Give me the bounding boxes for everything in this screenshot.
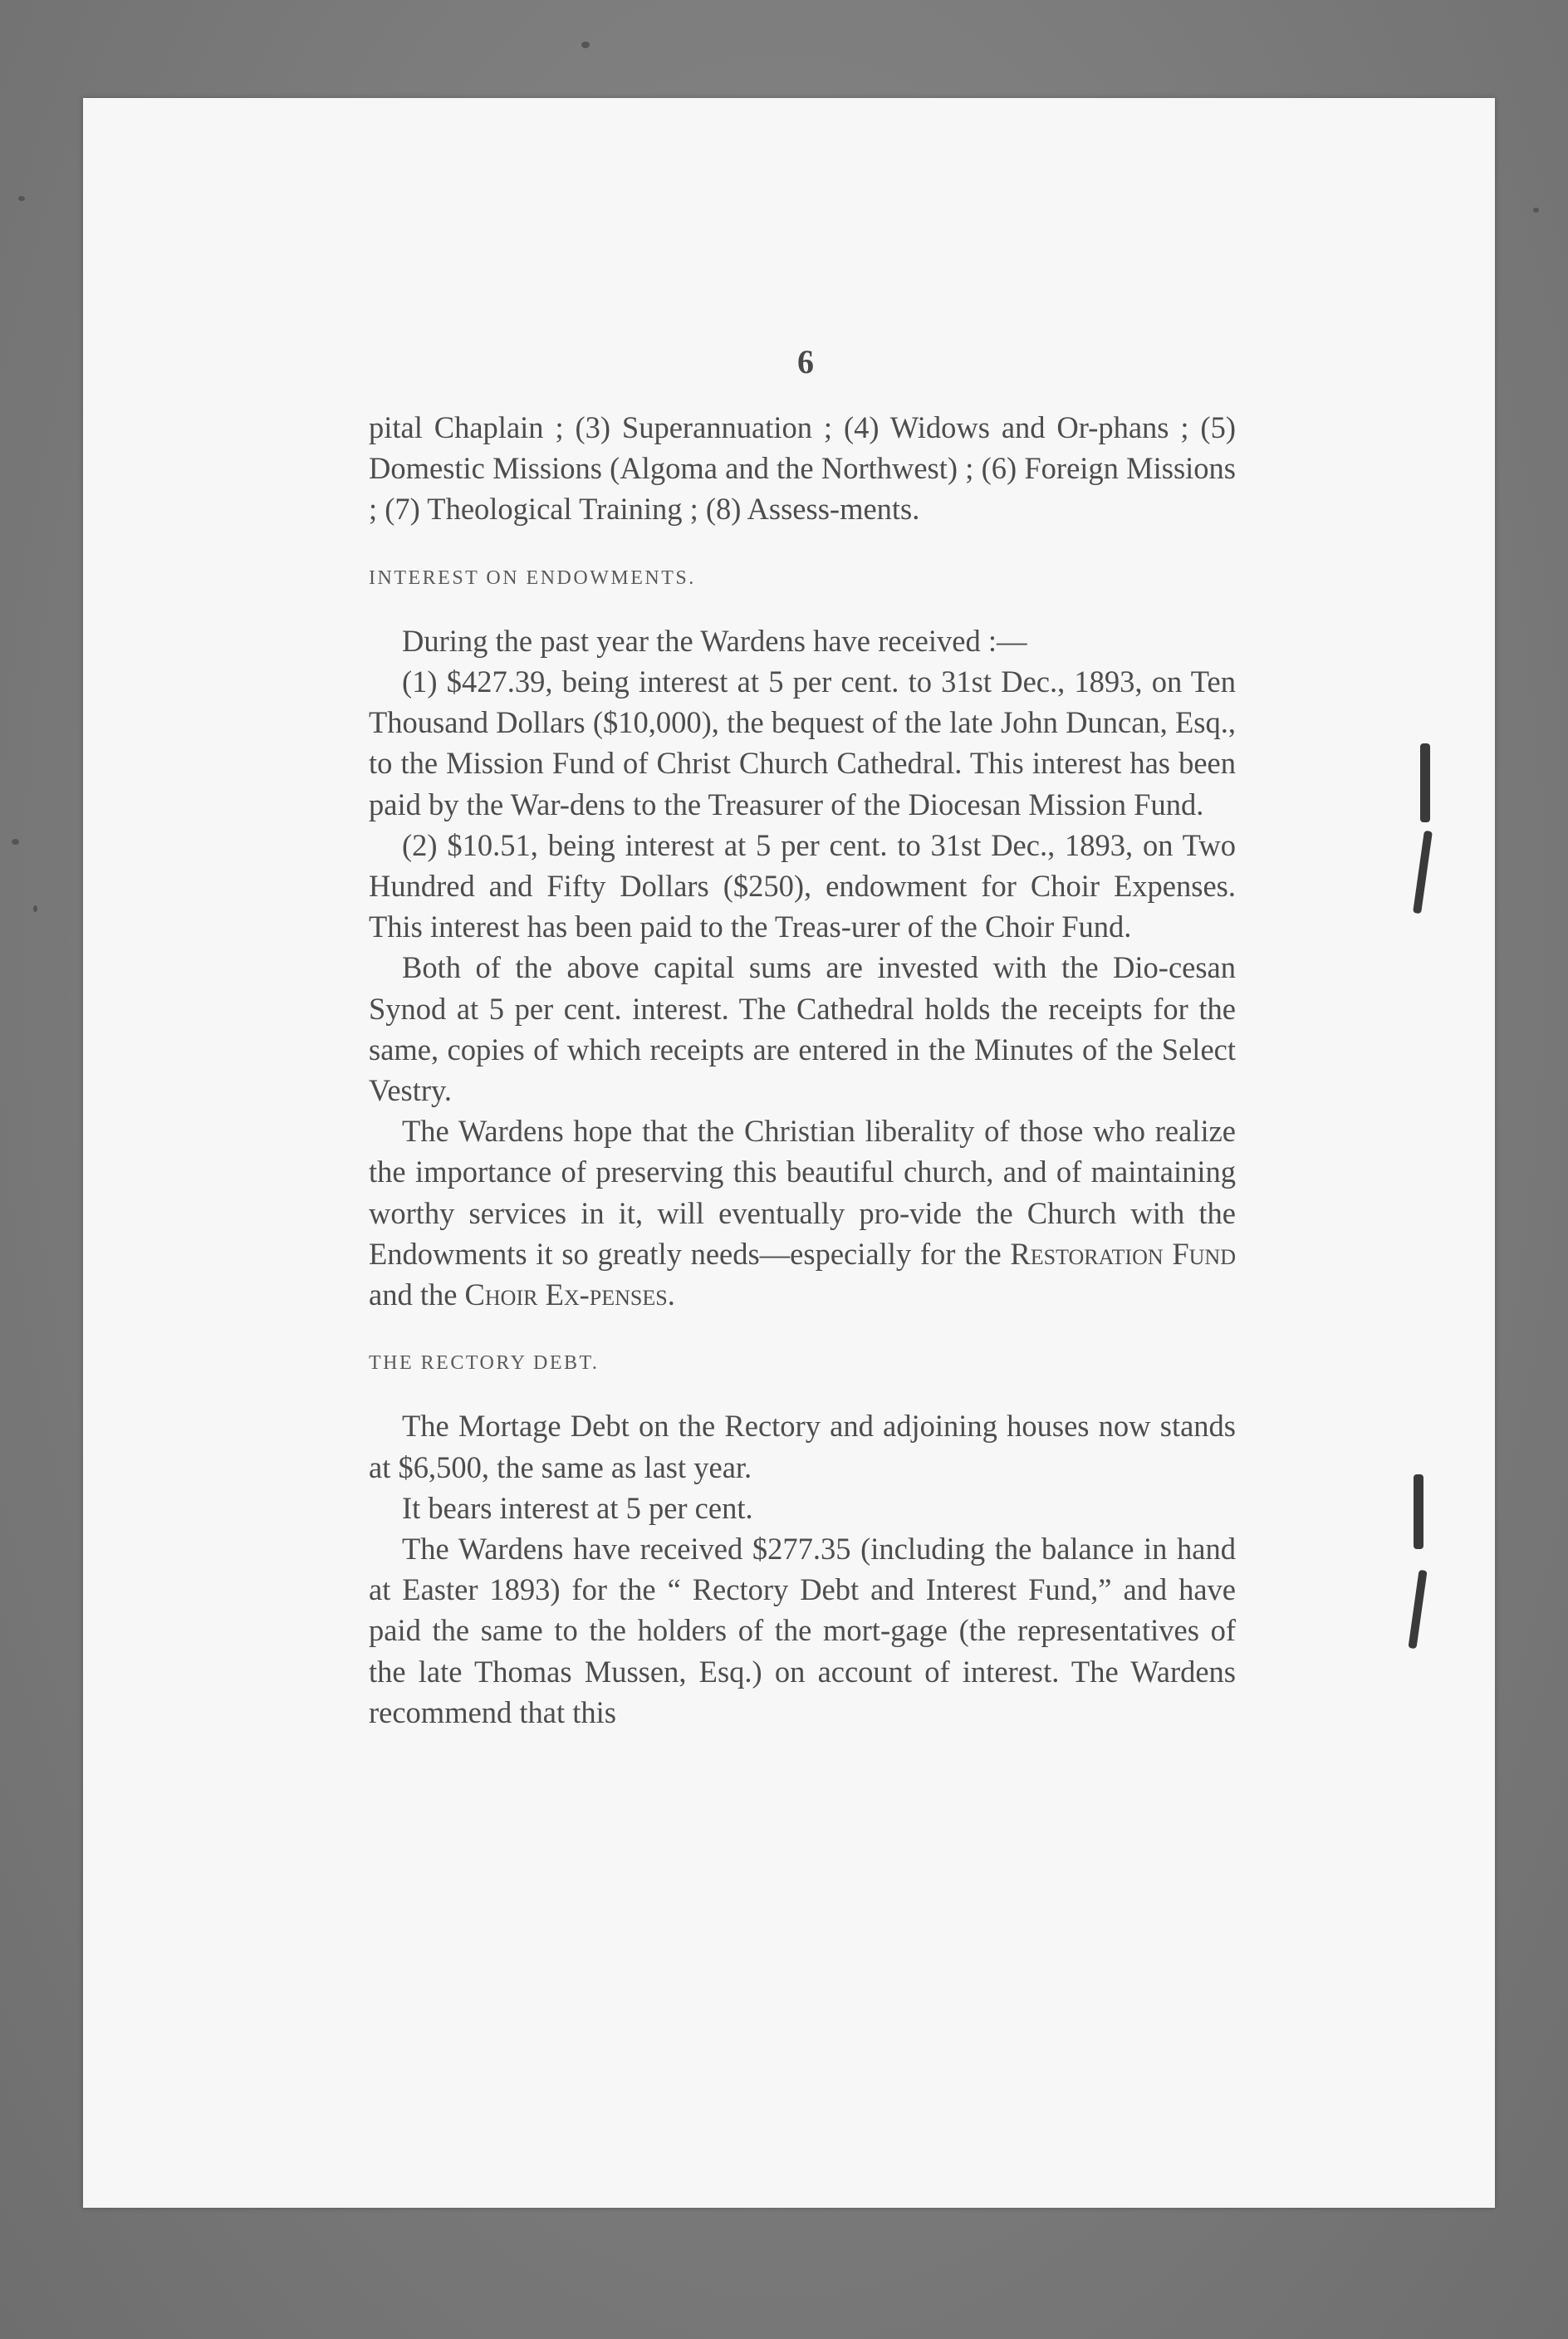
endowments-paragraph-4-text: The Wardens hope that the Christian liberality of those who realize the importance of preserving this beautiful church, and of maintaining worthy services in it, will eventually pro-vide the Church with the Endowments it so greatly needs—especially for the: [369, 1114, 1236, 1271]
rectory-paragraph-1: The Mortage Debt on the Rectory and adjoining houses now stands at $6,500, the same as last year.: [369, 1409, 1236, 1484]
page-body: [369, 407, 1236, 1733]
endowments-item-1: (1) $427.39, being interest at 5 per cent. to 31st Dec., 1893, on Ten Thousand Dollars ($10,000), the bequest of the late John Duncan, Esq., to the Mission Fund of Christ Church Cathedral. This interest has been paid by the War-dens to the Treasurer of the Diocesan Mission Fund.: [369, 664, 1236, 821]
conjunction-text: and the: [369, 1277, 465, 1312]
intro-paragraph: pital Chaplain ; (3) Superannuation ; (4) Widows and Or-phans ; (5) Domestic Missions (Algoma and the Northwest) ; (6) Foreign Missions ; (7) Theological Training ; (8) Assess-ments.: [369, 410, 1236, 527]
endowments-paragraph-4: [369, 1111, 1236, 1315]
dust-speck: [33, 905, 37, 912]
page-number: 6: [797, 343, 814, 380]
endowments-lead: During the past year the Wardens have received :—: [402, 623, 1027, 658]
dust-speck: [1533, 208, 1539, 213]
rectory-paragraph-2: It bears interest at 5 per cent.: [402, 1490, 753, 1525]
endowments-paragraph-3: Both of the above capital sums are invested with the Dio-cesan Synod at 5 per cent. interest. The Cathedral holds the receipts for the same, copies of which receipts are entered in the Minutes of the Select Vestry.: [369, 950, 1236, 1108]
rectory-paragraph-3: The Wardens have received $277.35 (including the balance in hand at Easter 1893) for the “ Rectory Debt and Interest Fund,” and have paid the same to the holders of the mort-gage (the representatives of the late Thomas Mussen, Esq.) on account of interest. The Wardens recommend that this: [369, 1532, 1236, 1729]
margin-mark-upper: [1420, 743, 1430, 822]
dust-speck: [581, 42, 590, 48]
dust-speck: [12, 839, 19, 845]
section-heading-rectory-debt: THE RECTORY DEBT.: [369, 1352, 600, 1375]
margin-mark-lower: [1414, 1474, 1423, 1549]
choir-expenses-term: Choir Ex-penses: [464, 1277, 668, 1312]
section-heading-endowments: INTEREST ON ENDOWMENTS.: [369, 566, 696, 589]
restoration-fund-term: Restoration Fund: [1010, 1236, 1236, 1271]
paragraph-end: .: [667, 1277, 675, 1312]
dust-speck: [18, 196, 25, 201]
endowments-item-2: (2) $10.51, being interest at 5 per cent. to 31st Dec., 1893, on Two Hundred and Fifty Dollars ($250), endowment for Choir Expenses. This interest has been paid to the Treas-urer of the Choir Fund.: [369, 827, 1236, 944]
